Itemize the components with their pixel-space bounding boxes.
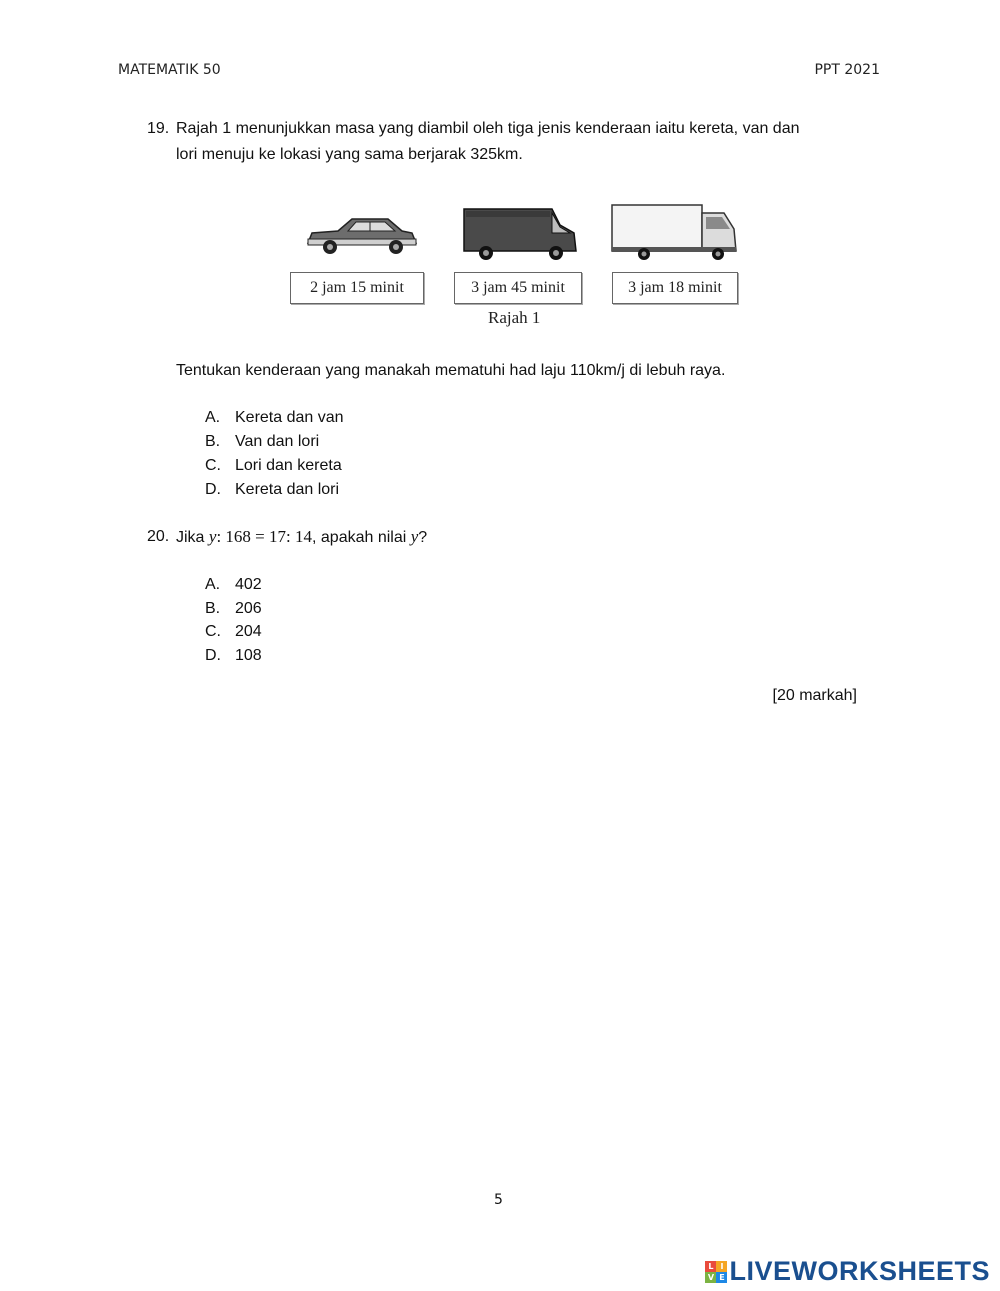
q20-option-a[interactable] [205, 576, 262, 594]
car-icon [308, 219, 416, 254]
option-letter: D. [205, 481, 221, 498]
option-text: Kereta dan van [235, 409, 344, 426]
vehicles-figure [290, 195, 750, 270]
q19-number: 19. [147, 120, 170, 137]
lorry-icon [612, 205, 736, 260]
option-text: 204 [235, 623, 262, 640]
option-text: Kereta dan lori [235, 481, 340, 498]
van-icon [464, 209, 576, 260]
liveworksheets-logo[interactable] [705, 1256, 990, 1287]
header-subject: MATEMATIK 50 [118, 62, 221, 78]
time-box-van: 3 jam 45 minit [454, 272, 582, 304]
q19-option-c[interactable] [205, 457, 342, 475]
q20-variable-2: y [410, 527, 419, 546]
page-number: 5 [494, 1192, 503, 1208]
q20-option-c[interactable] [205, 623, 262, 641]
time-box-lorry: 3 jam 18 minit [612, 272, 738, 304]
q20-mid: , apakah nilai [312, 529, 407, 546]
q19-option-d[interactable] [205, 481, 339, 499]
q19-text-line1: Rajah 1 menunjukkan masa yang diambil oleh tiga jenis kenderaan iaitu kereta, van dan [176, 120, 800, 137]
q19-text-line2: lori menuju ke lokasi yang sama berjarak 325km. [176, 146, 523, 163]
q19-text [176, 116, 886, 168]
option-text: 206 [235, 600, 262, 617]
option-text: 402 [235, 576, 262, 593]
q20-equation-rest: : 168 = 17: 14 [216, 527, 312, 546]
option-text: 108 [235, 647, 262, 664]
option-text: Lori dan kereta [235, 457, 342, 474]
q19-option-a[interactable] [205, 409, 344, 427]
q20-equation [209, 527, 312, 546]
q20-variable: y [208, 527, 217, 546]
q20-end: ? [418, 529, 428, 546]
time-box-car: 2 jam 15 minit [290, 272, 424, 304]
option-letter: B. [205, 433, 221, 450]
option-letter: A. [205, 409, 221, 426]
liveworksheets-icon: L I V E [705, 1261, 727, 1283]
option-letter: C. [205, 457, 221, 474]
q20-lead: Jika [176, 529, 205, 546]
q19-prompt: Tentukan kenderaan yang manakah mematuhi had laju 110km/j di lebuh raya. [176, 362, 726, 379]
liveworksheets-wordmark: LIVEWORKSHEETS [729, 1256, 990, 1286]
option-letter: A. [205, 576, 221, 593]
q19-option-b[interactable] [205, 433, 319, 451]
header-exam: PPT 2021 [814, 62, 880, 78]
total-marks: [20 markah] [772, 687, 857, 704]
q20-text [176, 524, 427, 551]
option-letter: C. [205, 623, 221, 640]
option-letter: B. [205, 600, 221, 617]
q20-number: 20. [147, 528, 170, 545]
q20-option-d[interactable] [205, 647, 262, 665]
option-text: Van dan lori [235, 433, 320, 450]
option-letter: D. [205, 647, 221, 664]
q20-option-b[interactable] [205, 600, 262, 618]
figure-caption: Rajah 1 [488, 308, 541, 327]
